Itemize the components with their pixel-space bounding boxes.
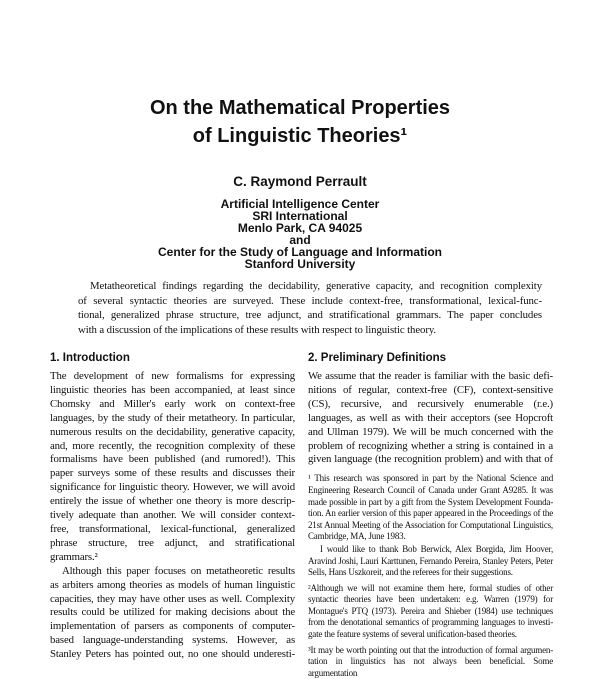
text-line: free, transformational, lexical-functional, generalized — [50, 522, 295, 535]
text-line: We assume that the reader is familiar with the basic defi- — [308, 370, 553, 382]
text-line: Metatheoretical findings regarding the decidability, generative capacity, and recognition complexity — [90, 280, 542, 292]
section-heading-introduction: 1. Introduction — [50, 352, 130, 364]
text-line: Although this paper focuses on metatheoretic results — [62, 564, 295, 577]
paper-title-line2: of Linguistic Theories¹ — [192, 125, 408, 147]
affiliation-line: Artificial Intelligence Center — [220, 197, 380, 211]
abstract — [78, 279, 542, 337]
text-line: ¹ This research was sponsored in part by the National Science and — [308, 473, 553, 484]
text-line: implementation of parsers as components of computer- — [50, 620, 295, 633]
introduction-body — [50, 370, 295, 662]
text-line: Stanley Peters has pointed out, no one should underesti- — [50, 648, 295, 661]
text-line: of several syntactic theories are surveyed. These include context-free, transformational, lexical-func- — [78, 294, 542, 307]
text-line: and, more recently, the recognition complexity of these — [50, 439, 295, 452]
text-line: from the denotational semantics of programming languages to investi- — [308, 617, 553, 628]
text-line: Aravind Joshi, Lauri Karttunen, Fernando Pereira, Stanley Peters, Peter — [308, 555, 553, 566]
text-line: and Ullman 1979). We will be much concerned with the — [308, 425, 553, 438]
affiliation-line: Center for the Study of Language and Information — [157, 245, 442, 259]
text-line: 21st Annual Meeting of the Association for Computational Linguistics, — [308, 519, 553, 530]
section-heading-preliminary-definitions: 2. Preliminary Definitions — [308, 352, 447, 364]
text-line: Montague's PTQ (1973). Pereira and Shieber (1984) use techniques — [308, 605, 553, 616]
text-line: languages, by the study of their metatheory. In particular, — [50, 411, 295, 424]
text-line: made possible in part by a gift from the System Development Founda- — [308, 496, 553, 507]
text-line: tively adequate than another. We will consider context- — [50, 509, 295, 522]
affiliation-line: SRI International — [252, 209, 348, 223]
text-line: as arbiters among theories as models of human linguistic — [50, 578, 295, 591]
text-line: languages, as well as with their acceptors (see Hopcroft — [308, 411, 553, 424]
text-line: significance for linguistic theory. However, we will avoid — [50, 481, 295, 494]
text-line: nitions of regular, context-free (CF), context-sensitive — [308, 383, 553, 396]
text-line: ²Although we will not examine them here, formal studies of other — [308, 582, 553, 593]
text-line: I would like to thank Bob Berwick, Alex Borgida, Jim Hoover, — [320, 543, 553, 554]
text-line: linguistic theories has been accompanied, at least since — [50, 383, 295, 396]
text-line: paper surveys some of these results and discusses their — [50, 467, 295, 480]
text-line: results could be utilized for making decisions about the — [50, 606, 295, 619]
text-line: capacities, they may have other uses as well. Complexity — [50, 592, 295, 605]
text-line: tation in linguistics has not always been beneficial. Some argumentation — [308, 656, 553, 678]
left-column — [50, 351, 295, 679]
text-line: tion. An earlier version of this paper appeared in the Proceedings of the — [308, 508, 553, 519]
two-column-body — [50, 351, 600, 679]
text-line: Sells, Hans Uszkoreit, and the referees for their suggestions. — [308, 567, 513, 578]
text-line: tional, generalized phrase structure, tree adjunct, and stratificational grammars. The paper concludes — [78, 309, 542, 321]
author-name: C. Raymond Perrault — [233, 174, 367, 189]
text-line: (CS), recursive, and recursively enumerable (r.e.) — [308, 397, 553, 410]
text-line: formalisms have been published (and rumored!). This — [50, 453, 295, 466]
text-line: ³It may be worth pointing out that the introduction of formal argumen- — [308, 644, 553, 655]
right-column — [308, 351, 553, 679]
text-line: with a discussion of the implications of these results with respect to linguistic theory. — [78, 323, 437, 336]
affiliation-line: and — [289, 233, 311, 247]
text-line: problem of recognizing whether a string is contained in a — [308, 439, 553, 452]
text-line: phrase structure, tree adjunct, and stratificational — [50, 536, 295, 549]
preliminary-definitions-body — [308, 370, 553, 467]
affiliation-line: Stanford University — [244, 257, 356, 271]
affiliation — [0, 198, 600, 270]
text-line: Chomsky and Miller's early work on context-free — [50, 397, 295, 410]
text-line: gate the feature systems of several unification-based theories. — [308, 629, 517, 640]
text-line: Cambridge, MA, June 1983. — [308, 531, 406, 542]
text-line: numerous results on the decidability, generative capacity, — [50, 425, 295, 438]
text-line: The development of new formalisms for expressing — [50, 370, 295, 382]
text-line: entirely the issue of whether one theory is more descrip- — [50, 495, 295, 508]
text-line: syntactic theories have been undertaken: e.g. Warren (1979) for — [308, 594, 553, 605]
text-line: grammars.² — [50, 550, 98, 563]
paper-title-line1: On the Mathematical Properties — [149, 97, 451, 119]
text-line: given language (the recognition problem) and with that of — [308, 453, 553, 466]
text-line: based language-understanding systems. However, as — [50, 634, 295, 647]
affiliation-line: Menlo Park, CA 94025 — [237, 221, 363, 235]
text-line: Engineering Research Council of Canada under Grant A9285. It was — [308, 484, 553, 495]
footnotes — [308, 473, 553, 679]
